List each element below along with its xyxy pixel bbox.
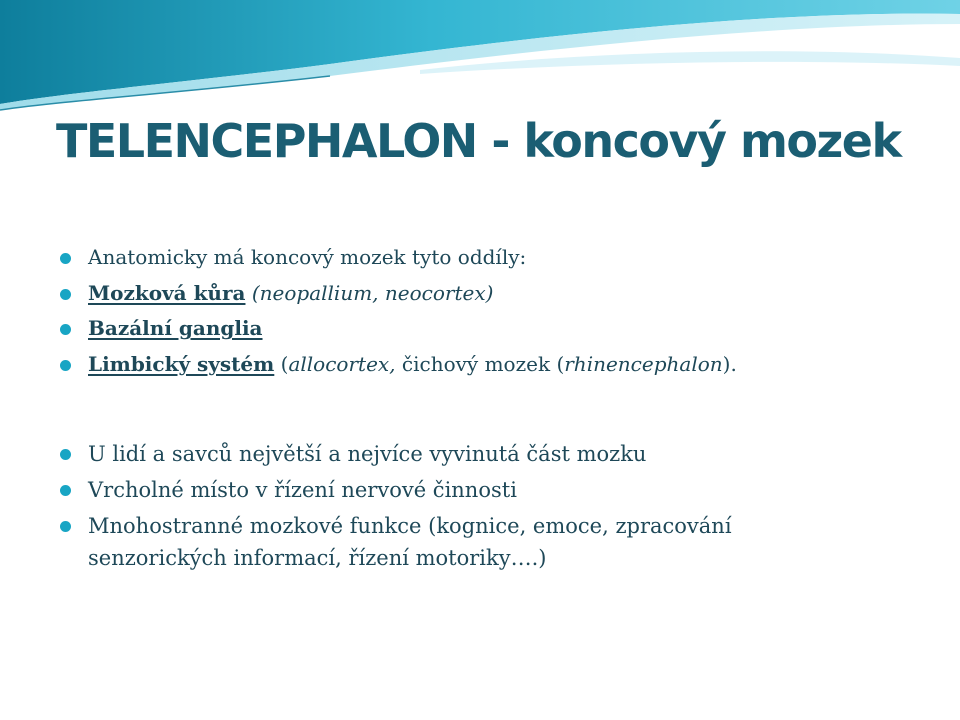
list-item [60,317,940,340]
list-item-text: U lidí a savců největší a nejvíce vyvinutá část mozku [88,442,647,466]
bullet-dot-icon [60,360,71,371]
list-item-text: Vrcholné místo v řízení nervové činnosti [88,478,517,502]
bullet-dot-icon [60,521,71,532]
bullet-list-anatomy [60,246,940,388]
bullet-dot-icon [60,253,71,264]
list-item-text: Mnohostranné mozkové funkce (kognice, emoce, zpracování senzorických informací, řízení motoriky….) [88,514,732,570]
term-bazalni-ganglia: Bazální ganglia [88,316,263,341]
term-note-close: ). [722,351,737,376]
term-note: (neopallium, neocortex) [251,280,494,305]
bullet-dot-icon [60,289,71,300]
list-item [60,474,940,506]
term-mozkova-kura: Mozková kůra [88,280,246,305]
term-note-open: ( [280,351,289,376]
list-item [60,246,940,269]
bullet-dot-icon [60,449,71,460]
term-limbicky-system: Limbický systém [88,351,275,376]
list-item [60,510,808,574]
bullet-dot-icon [60,324,71,335]
list-item [60,438,940,470]
term-note-rhinencephalon: rhinencephalon [564,351,723,376]
list-item [60,353,940,376]
slide-title: TELENCEPHALON - koncový mozek [56,114,901,168]
term-note-allocortex: allocortex, [288,351,402,376]
bullet-dot-icon [60,485,71,496]
list-item [60,282,940,305]
list-item-text: Anatomicky má koncový mozek tyto oddíly: [88,245,527,269]
header-wave-decoration [0,0,960,120]
bullet-list-function [60,438,940,578]
term-note-cichovy: čichový mozek ( [401,351,565,376]
